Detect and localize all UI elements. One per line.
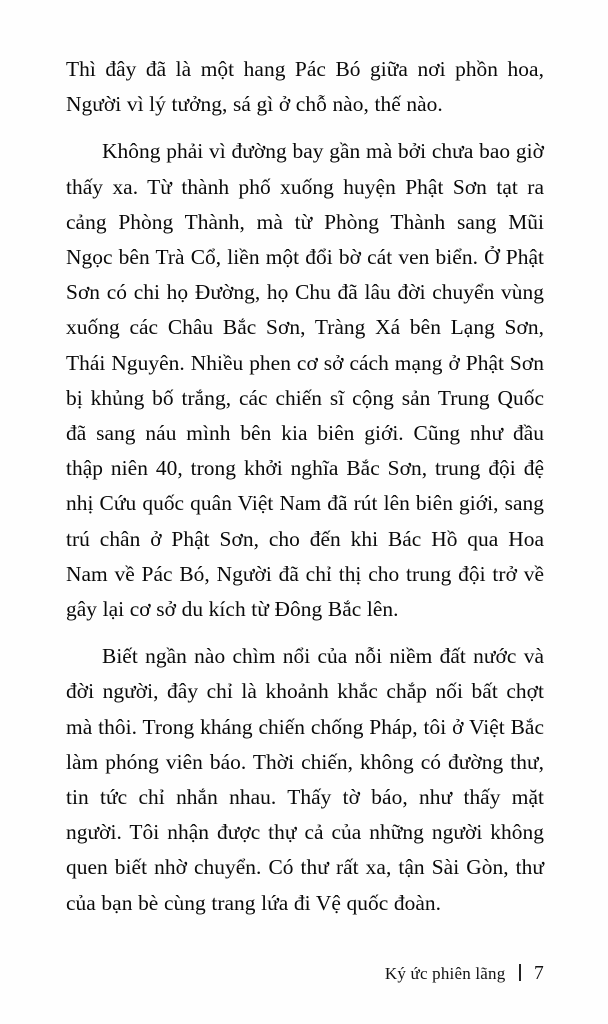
paragraph-2: Không phải vì đường bay gần mà bởi chưa bao giờ thấy xa. Từ thành phố xuống huyện Phật Sơn tạt ra cảng Phòng Thành, mà từ Phòng Thành sang Mũi Ngọc bên Trà Cổ, liền một đổi bờ cát ven biển. Ở Phật Sơn có chi họ Đường, họ Chu đã lâu đời chuyển vùng xuống các Châu Bắc Sơn, Tràng Xá bên Lạng Sơn, Thái Nguyên. Nhiều phen cơ sở cách mạng ở Phật Sơn bị khủng bố trắng, các chiến sĩ cộng sản Trung Quốc đã sang náu mình bên kia biên giới. Cũng như đầu thập niên 40, trong khởi nghĩa Bắc Sơn, trung đội đệ nhị Cứu quốc quân Việt Nam đã rút lên biên giới, sang trú chân ở Phật Sơn, cho đến khi Bác Hồ qua Hoa Nam về Pác Bó, Người đã chỉ thị cho trung đội trở về gây lại cơ sở du kích từ Đông Bắc lên. [66, 139, 544, 622]
footer-separator-rule [519, 964, 521, 981]
footer-book-title: Ký ức phiên lãng [384, 964, 506, 983]
paragraph-1: Thì đây đã là một hang Pác Bó giữa nơi phồn hoa, Người vì lý tưởng, sá gì ở chỗ nào, thế nào. [66, 57, 544, 117]
page-footer [66, 962, 544, 985]
paragraph-3: Biết ngần nào chìm nổi của nỗi niềm đất nước và đời người, đây chỉ là khoảnh khắc chắp nối bất chợt mà thôi. Trong kháng chiến chống Pháp, tôi ở Việt Bắc làm phóng viên báo. Thời chiến, không có đường thư, tin tức chỉ nhắn nhau. Thấy tờ báo, như thấy mặt người. Tôi nhận được thự cả của những người không quen biết nhờ chuyển. Có thư rất xa, tận Sài Gòn, thư của bạn bè cùng trang lứa đi Vệ quốc đoàn. [66, 644, 544, 915]
text-column [66, 52, 544, 921]
footer-page-number: 7 [534, 963, 544, 984]
